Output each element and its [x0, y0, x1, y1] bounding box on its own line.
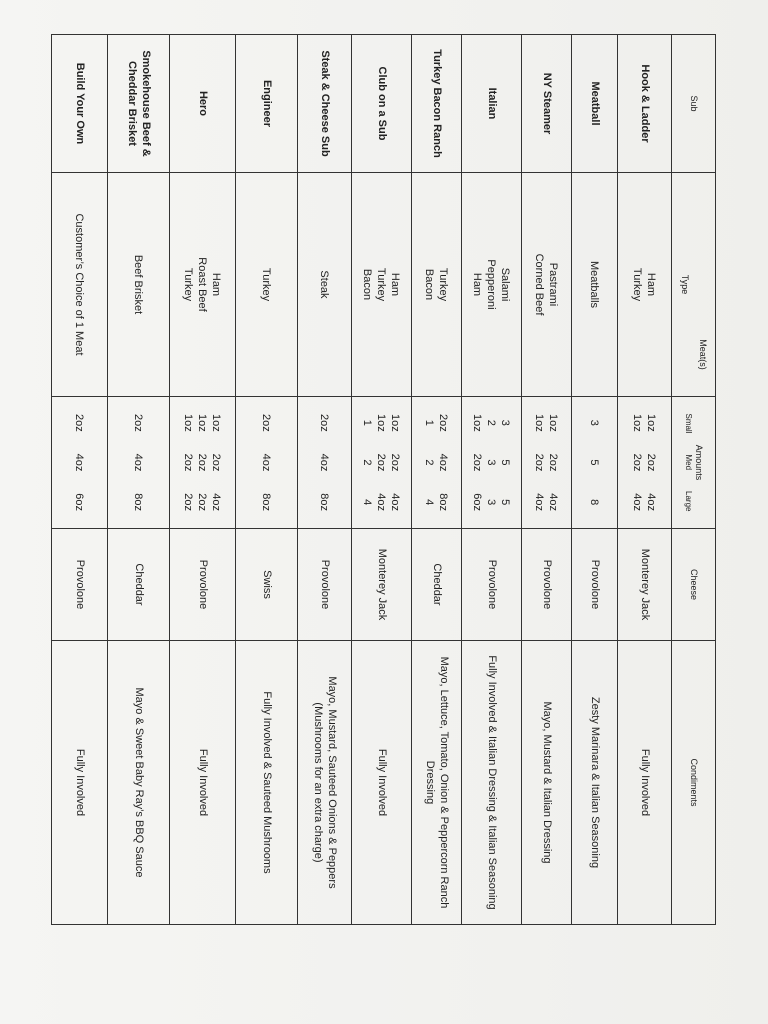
meat-type: Meatballs — [588, 260, 601, 309]
header-med: Med — [683, 454, 693, 471]
amount-med: 2oz — [196, 453, 209, 472]
meat-amounts — [298, 397, 352, 529]
amount-med: 2oz — [389, 453, 402, 472]
amount-large: 6oz — [73, 493, 86, 512]
header-amounts — [672, 397, 716, 529]
table-row — [298, 35, 352, 925]
cheese: Provolone — [572, 529, 618, 641]
header-row — [672, 35, 716, 925]
amount-small: 1oz — [182, 413, 195, 432]
condiments: Fully Involved — [170, 641, 236, 925]
amount-large: 4oz — [547, 493, 560, 512]
condiments: Fully Involved — [618, 641, 672, 925]
table-row — [52, 35, 108, 925]
rotated-table-wrapper — [66, 34, 716, 924]
meat-types — [618, 173, 672, 397]
amount-small: 1 — [423, 419, 436, 426]
amount-small: 3 — [499, 419, 512, 426]
meat-types — [52, 173, 108, 397]
amount-small: 2oz — [132, 413, 145, 432]
cheese: Swiss — [236, 529, 298, 641]
meat-amounts — [52, 397, 108, 529]
amount-large: 4oz — [533, 493, 546, 512]
amount-small: 1oz — [547, 413, 560, 432]
amount-large: 4oz — [645, 493, 658, 512]
meat-types — [462, 173, 522, 397]
meat-types — [170, 173, 236, 397]
meat-type: Turkey — [182, 267, 195, 302]
amount-med: 2oz — [375, 453, 388, 472]
meat-type: Bacon — [423, 268, 436, 301]
table-row — [618, 35, 672, 925]
sub-name: Italian — [462, 35, 522, 173]
amount-med: 2 — [361, 459, 374, 466]
condiments: Fully Involved — [352, 641, 412, 925]
condiments: Fully Involved & Sauteed Mushrooms — [236, 641, 298, 925]
amount-med: 2oz — [210, 453, 223, 472]
amount-large: 4oz — [389, 493, 402, 512]
amount-large: 8oz — [132, 493, 145, 512]
meat-type: Ham — [645, 272, 658, 297]
sub-name: Hero — [170, 35, 236, 173]
sub-name: Turkey Bacon Ranch — [412, 35, 462, 173]
table-row — [236, 35, 298, 925]
meat-amounts — [170, 397, 236, 529]
condiments: Mayo, Mustard & Italian Dressing — [522, 641, 572, 925]
amount-med: 3 — [485, 459, 498, 466]
amount-large: 2oz — [196, 493, 209, 512]
table-row — [108, 35, 170, 925]
amount-small: 1oz — [533, 413, 546, 432]
header-large: Large — [683, 491, 693, 512]
amount-large: 8 — [588, 499, 601, 506]
header-sub: Sub — [672, 35, 716, 173]
amount-large: 6oz — [471, 493, 484, 512]
meat-type: Ham — [471, 272, 484, 297]
amount-med: 5 — [588, 459, 601, 466]
meat-type: Customer’s Choice of 1 Meat — [73, 213, 86, 356]
amount-small: 1 — [361, 419, 374, 426]
meat-amounts — [572, 397, 618, 529]
cheese: Cheddar — [412, 529, 462, 641]
meat-type: Pastrami — [547, 262, 560, 307]
amount-small: 1oz — [375, 413, 388, 432]
amount-med: 2 — [423, 459, 436, 466]
amount-med: 2oz — [631, 453, 644, 472]
meat-amounts — [522, 397, 572, 529]
cheese: Provolone — [52, 529, 108, 641]
amount-small: 2oz — [437, 413, 450, 432]
meat-amounts — [618, 397, 672, 529]
cheese: Provolone — [462, 529, 522, 641]
amount-small: 2oz — [260, 413, 273, 432]
meat-type: Turkey — [631, 267, 644, 302]
meat-types — [298, 173, 352, 397]
condiments: Mayo, Lettuce, Tomato, Onion & Peppercorn Ranch Dressing — [412, 641, 462, 925]
amount-large: 4oz — [375, 493, 388, 512]
sub-name: Club on a Sub — [352, 35, 412, 173]
header-meats: Meat(s) — [697, 339, 708, 370]
sub-name: Steak & Cheese Sub — [298, 35, 352, 173]
amount-small: 1oz — [389, 413, 402, 432]
cheese: Cheddar — [108, 529, 170, 641]
meat-type: Salami — [499, 267, 512, 302]
amount-med: 4oz — [318, 453, 331, 472]
condiments: Fully Involved & Italian Dressing & Italian Seasoning — [462, 641, 522, 925]
meat-type: Ham — [210, 272, 223, 297]
table-row — [522, 35, 572, 925]
meat-type: Beef Brisket — [132, 254, 145, 315]
cheese: Provolone — [170, 529, 236, 641]
amount-large: 4 — [423, 499, 436, 506]
meat-type: Bacon — [361, 268, 374, 301]
amount-med: 2oz — [547, 453, 560, 472]
amount-small: 2oz — [318, 413, 331, 432]
meat-types — [236, 173, 298, 397]
meat-type: Ham — [389, 272, 402, 297]
header-condiments: Condiments — [672, 641, 716, 925]
amount-large: 4oz — [210, 493, 223, 512]
amount-small: 2oz — [73, 413, 86, 432]
header-type — [672, 173, 716, 397]
amount-med: 2oz — [471, 453, 484, 472]
meat-type: Turkey — [437, 267, 450, 302]
cheese: Monterey Jack — [352, 529, 412, 641]
sub-name: Hook & Ladder — [618, 35, 672, 173]
amount-small: 1oz — [471, 413, 484, 432]
meat-type: Turkey — [375, 267, 388, 302]
cheese: Provolone — [522, 529, 572, 641]
sub-name: Smokehouse Beef & Cheddar Brisket — [108, 35, 170, 173]
amount-small: 1oz — [210, 413, 223, 432]
meat-amounts — [236, 397, 298, 529]
amount-large: 5 — [499, 499, 512, 506]
sub-name: Build Your Own — [52, 35, 108, 173]
meat-types — [352, 173, 412, 397]
meat-amounts — [462, 397, 522, 529]
sub-name: Meatball — [572, 35, 618, 173]
sub-menu-table — [51, 34, 716, 925]
meat-types — [412, 173, 462, 397]
amount-med: 5 — [499, 459, 512, 466]
table-row — [412, 35, 462, 925]
meat-amounts — [412, 397, 462, 529]
condiments: Zesty Marinara & Italian Seasoning — [572, 641, 618, 925]
amount-large: 3 — [485, 499, 498, 506]
meat-type: Pepperoni — [485, 259, 498, 310]
table-row — [352, 35, 412, 925]
amount-large: 2oz — [182, 493, 195, 512]
amount-med: 4oz — [437, 453, 450, 472]
meat-type: Roast Beef — [196, 257, 209, 312]
amount-med: 4oz — [73, 453, 86, 472]
sub-name: Engineer — [236, 35, 298, 173]
meat-types — [108, 173, 170, 397]
amount-med: 2oz — [645, 453, 658, 472]
amount-med: 4oz — [132, 453, 145, 472]
amount-large: 4oz — [631, 493, 644, 512]
amount-large: 8oz — [260, 493, 273, 512]
meat-type: Steak — [318, 270, 331, 299]
meat-type: Corned Beef — [533, 253, 546, 316]
meat-types — [522, 173, 572, 397]
amount-large: 4 — [361, 499, 374, 506]
amount-small: 1oz — [645, 413, 658, 432]
header-cheese: Cheese — [672, 529, 716, 641]
amount-small: 3 — [588, 419, 601, 426]
amount-large: 8oz — [437, 493, 450, 512]
meat-type: Turkey — [260, 267, 273, 302]
table-row — [462, 35, 522, 925]
meat-types — [572, 173, 618, 397]
amount-small: 2 — [485, 419, 498, 426]
table-row — [170, 35, 236, 925]
cheese: Monterey Jack — [618, 529, 672, 641]
amount-med: 2oz — [182, 453, 195, 472]
amount-med: 2oz — [533, 453, 546, 472]
sub-name: NY Steamer — [522, 35, 572, 173]
meat-amounts — [352, 397, 412, 529]
condiments: Mayo, Mustard, Sauteed Onions & Peppers (Mushrooms for an extra charge) — [298, 641, 352, 925]
meat-amounts — [108, 397, 170, 529]
amount-med: 4oz — [260, 453, 273, 472]
header-amounts-label: Amounts — [694, 444, 705, 481]
condiments: Fully Involved — [52, 641, 108, 925]
amount-small: 1oz — [196, 413, 209, 432]
header-small: Small — [683, 413, 693, 434]
table-row — [572, 35, 618, 925]
header-type-label: Type — [680, 274, 691, 295]
amount-small: 1oz — [631, 413, 644, 432]
condiments: Mayo & Sweet Baby Ray’s BBQ Sauce — [108, 641, 170, 925]
amount-large: 8oz — [318, 493, 331, 512]
cheese: Provolone — [298, 529, 352, 641]
